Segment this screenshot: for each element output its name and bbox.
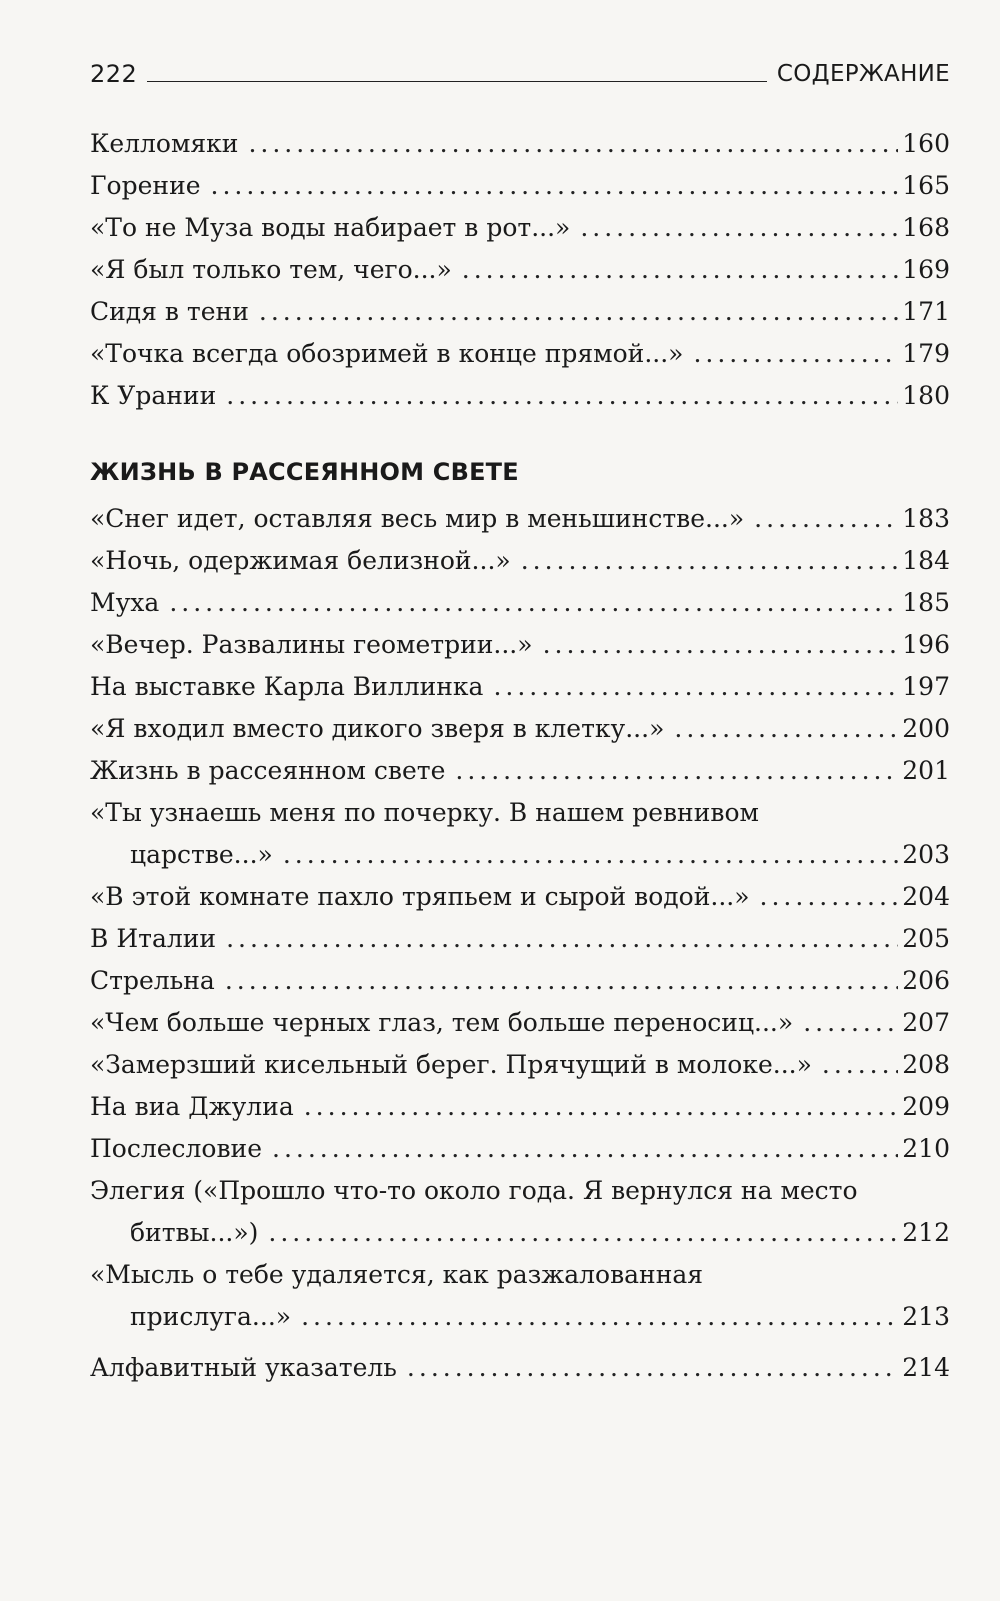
toc-entry-title: Келломяки	[90, 129, 239, 158]
toc-entry	[90, 375, 950, 417]
toc-entry-title: В Италии	[90, 924, 217, 953]
toc-entry-page: 179	[902, 339, 950, 368]
toc-entry-multiline	[90, 1254, 950, 1338]
toc-entry-page: 206	[902, 966, 950, 995]
toc-entry-title-line1: Элегия («Прошло что-то около года. Я вернулся на место	[90, 1176, 858, 1205]
toc-entry-title: «В этой комнате пахло тряпьем и сырой водой...»	[90, 882, 750, 911]
toc-entry	[90, 498, 950, 540]
toc-entry	[90, 207, 950, 249]
toc-entry-title: «Чем больше черных глаз, тем больше переносиц...»	[90, 1008, 794, 1037]
dot-leader	[674, 708, 898, 750]
dot-leader	[259, 291, 898, 333]
toc-entry-title: «Вечер. Развалины геометрии...»	[90, 630, 533, 659]
toc-entry-title: Сидя в тени	[90, 297, 249, 326]
toc-entry	[90, 918, 950, 960]
page-number: 222	[90, 60, 138, 88]
toc-entry-title: «Снег идет, оставляя весь мир в меньшинстве...»	[90, 504, 745, 533]
toc-entry-title: Жизнь в рассеянном свете	[90, 756, 446, 785]
toc-entry-page: 208	[902, 1050, 950, 1079]
dot-leader	[580, 207, 898, 249]
dot-leader	[304, 1086, 899, 1128]
toc-entry-page: 180	[902, 381, 950, 410]
toc-entry-title: К Урании	[90, 381, 217, 410]
section-heading: ЖИЗНЬ В РАССЕЯННОМ СВЕТЕ	[90, 458, 519, 486]
toc-entry-title: На выставке Карла Виллинка	[90, 672, 484, 701]
toc-entry	[90, 291, 950, 333]
dot-leader	[543, 624, 899, 666]
toc-entry-page: 184	[902, 546, 950, 575]
toc-entry-title-line1: «Ты узнаешь меня по почерку. В нашем ревнивом	[90, 798, 759, 827]
toc-entry-page: 203	[902, 840, 950, 869]
toc-entry-title: Горение	[90, 171, 201, 200]
toc-entry-title: «Я был только тем, чего...»	[90, 255, 452, 284]
toc-entry-multiline	[90, 1170, 950, 1254]
toc-entry-title: На виа Джулиа	[90, 1092, 294, 1121]
toc-entry-page: 204	[902, 882, 950, 911]
toc-entry-title-line1: «Мысль о тебе удаляется, как разжалованная	[90, 1260, 704, 1289]
toc-entry	[90, 708, 950, 750]
toc-entry	[90, 1128, 950, 1170]
toc-entry-page: 197	[902, 672, 950, 701]
section-title: СОДЕРЖАНИЕ	[776, 61, 950, 87]
toc-entry	[90, 876, 950, 918]
toc-entry-title-line2: прислуга...»	[130, 1302, 292, 1331]
dot-leader	[226, 918, 898, 960]
dot-leader	[226, 375, 898, 417]
toc-entry-page: 213	[902, 1302, 950, 1331]
toc-entry-page: 160	[902, 129, 950, 158]
toc-entry-page: 171	[902, 297, 950, 326]
toc-entry	[90, 540, 950, 582]
toc-entry	[90, 960, 950, 1002]
toc-entry	[90, 249, 950, 291]
toc-entry-title: «Точка всегда обозримей в конце прямой...»	[90, 339, 684, 368]
toc-entry-line2	[90, 1296, 950, 1338]
toc-entry-page: 205	[902, 924, 950, 953]
dot-leader	[211, 165, 899, 207]
dot-leader	[283, 834, 898, 876]
toc-list-final	[90, 1347, 950, 1389]
toc-entry-title: «Я входил вместо дикого зверя в клетку...»	[90, 714, 665, 743]
header-rule	[147, 81, 767, 82]
toc-entry-title: «То не Муза воды набирает в рот...»	[90, 213, 571, 242]
toc-entry-multiline	[90, 792, 950, 876]
dot-leader	[754, 498, 898, 540]
toc-entry	[90, 165, 950, 207]
toc-entry-title: Послесловие	[90, 1134, 262, 1163]
toc-entry-page: 201	[902, 756, 950, 785]
toc-entry	[90, 333, 950, 375]
dot-leader	[169, 582, 898, 624]
toc-entry	[90, 1002, 950, 1044]
toc-list-part1	[90, 123, 950, 417]
dot-leader	[760, 876, 899, 918]
dot-leader	[521, 540, 899, 582]
toc-entry-title-line2: царстве...»	[130, 840, 273, 869]
toc-entry-title: Алфавитный указатель	[90, 1353, 397, 1382]
toc-entry-title-line2: битвы...»)	[130, 1218, 259, 1247]
toc-entry	[90, 1086, 950, 1128]
toc-entry-line2	[90, 1212, 950, 1254]
toc-entry	[90, 582, 950, 624]
dot-leader	[301, 1296, 898, 1338]
toc-entry	[90, 123, 950, 165]
toc-entry-page: 214	[902, 1353, 950, 1382]
toc-entry-page: 185	[902, 588, 950, 617]
toc-list-part2	[90, 498, 950, 1338]
dot-leader	[462, 249, 899, 291]
toc-entry-page: 165	[902, 171, 950, 200]
toc-entry	[90, 1347, 950, 1389]
dot-leader	[272, 1128, 898, 1170]
toc-entry-title: «Ночь, одержимая белизной...»	[90, 546, 511, 575]
dot-leader	[822, 1044, 898, 1086]
toc-entry-page: 212	[902, 1218, 950, 1247]
toc-entry-title: Стрельна	[90, 966, 215, 995]
toc-entry-line2	[90, 834, 950, 876]
toc-entry-page: 209	[902, 1092, 950, 1121]
dot-leader	[693, 333, 898, 375]
toc-entry-page: 207	[902, 1008, 950, 1037]
dot-leader	[225, 960, 898, 1002]
section-heading-block	[90, 452, 950, 492]
toc-entry-page: 168	[902, 213, 950, 242]
toc-entry	[90, 666, 950, 708]
dot-leader	[407, 1347, 898, 1389]
toc-entry	[90, 1044, 950, 1086]
running-header	[90, 52, 950, 88]
dot-leader	[493, 666, 898, 708]
toc-entry-page: 196	[902, 630, 950, 659]
dot-leader	[455, 750, 898, 792]
toc-entry	[90, 624, 950, 666]
toc-entry	[90, 750, 950, 792]
toc-entry-title: «Замерзший кисельный берег. Прячущий в молоке...»	[90, 1050, 812, 1079]
toc-entry-page: 169	[902, 255, 950, 284]
dot-leader	[268, 1212, 898, 1254]
toc-entry-title: Муха	[90, 588, 160, 617]
dot-leader	[803, 1002, 898, 1044]
toc-entry-page: 210	[902, 1134, 950, 1163]
toc-entry-page: 183	[902, 504, 950, 533]
dot-leader	[248, 123, 898, 165]
toc-entry-page: 200	[902, 714, 950, 743]
